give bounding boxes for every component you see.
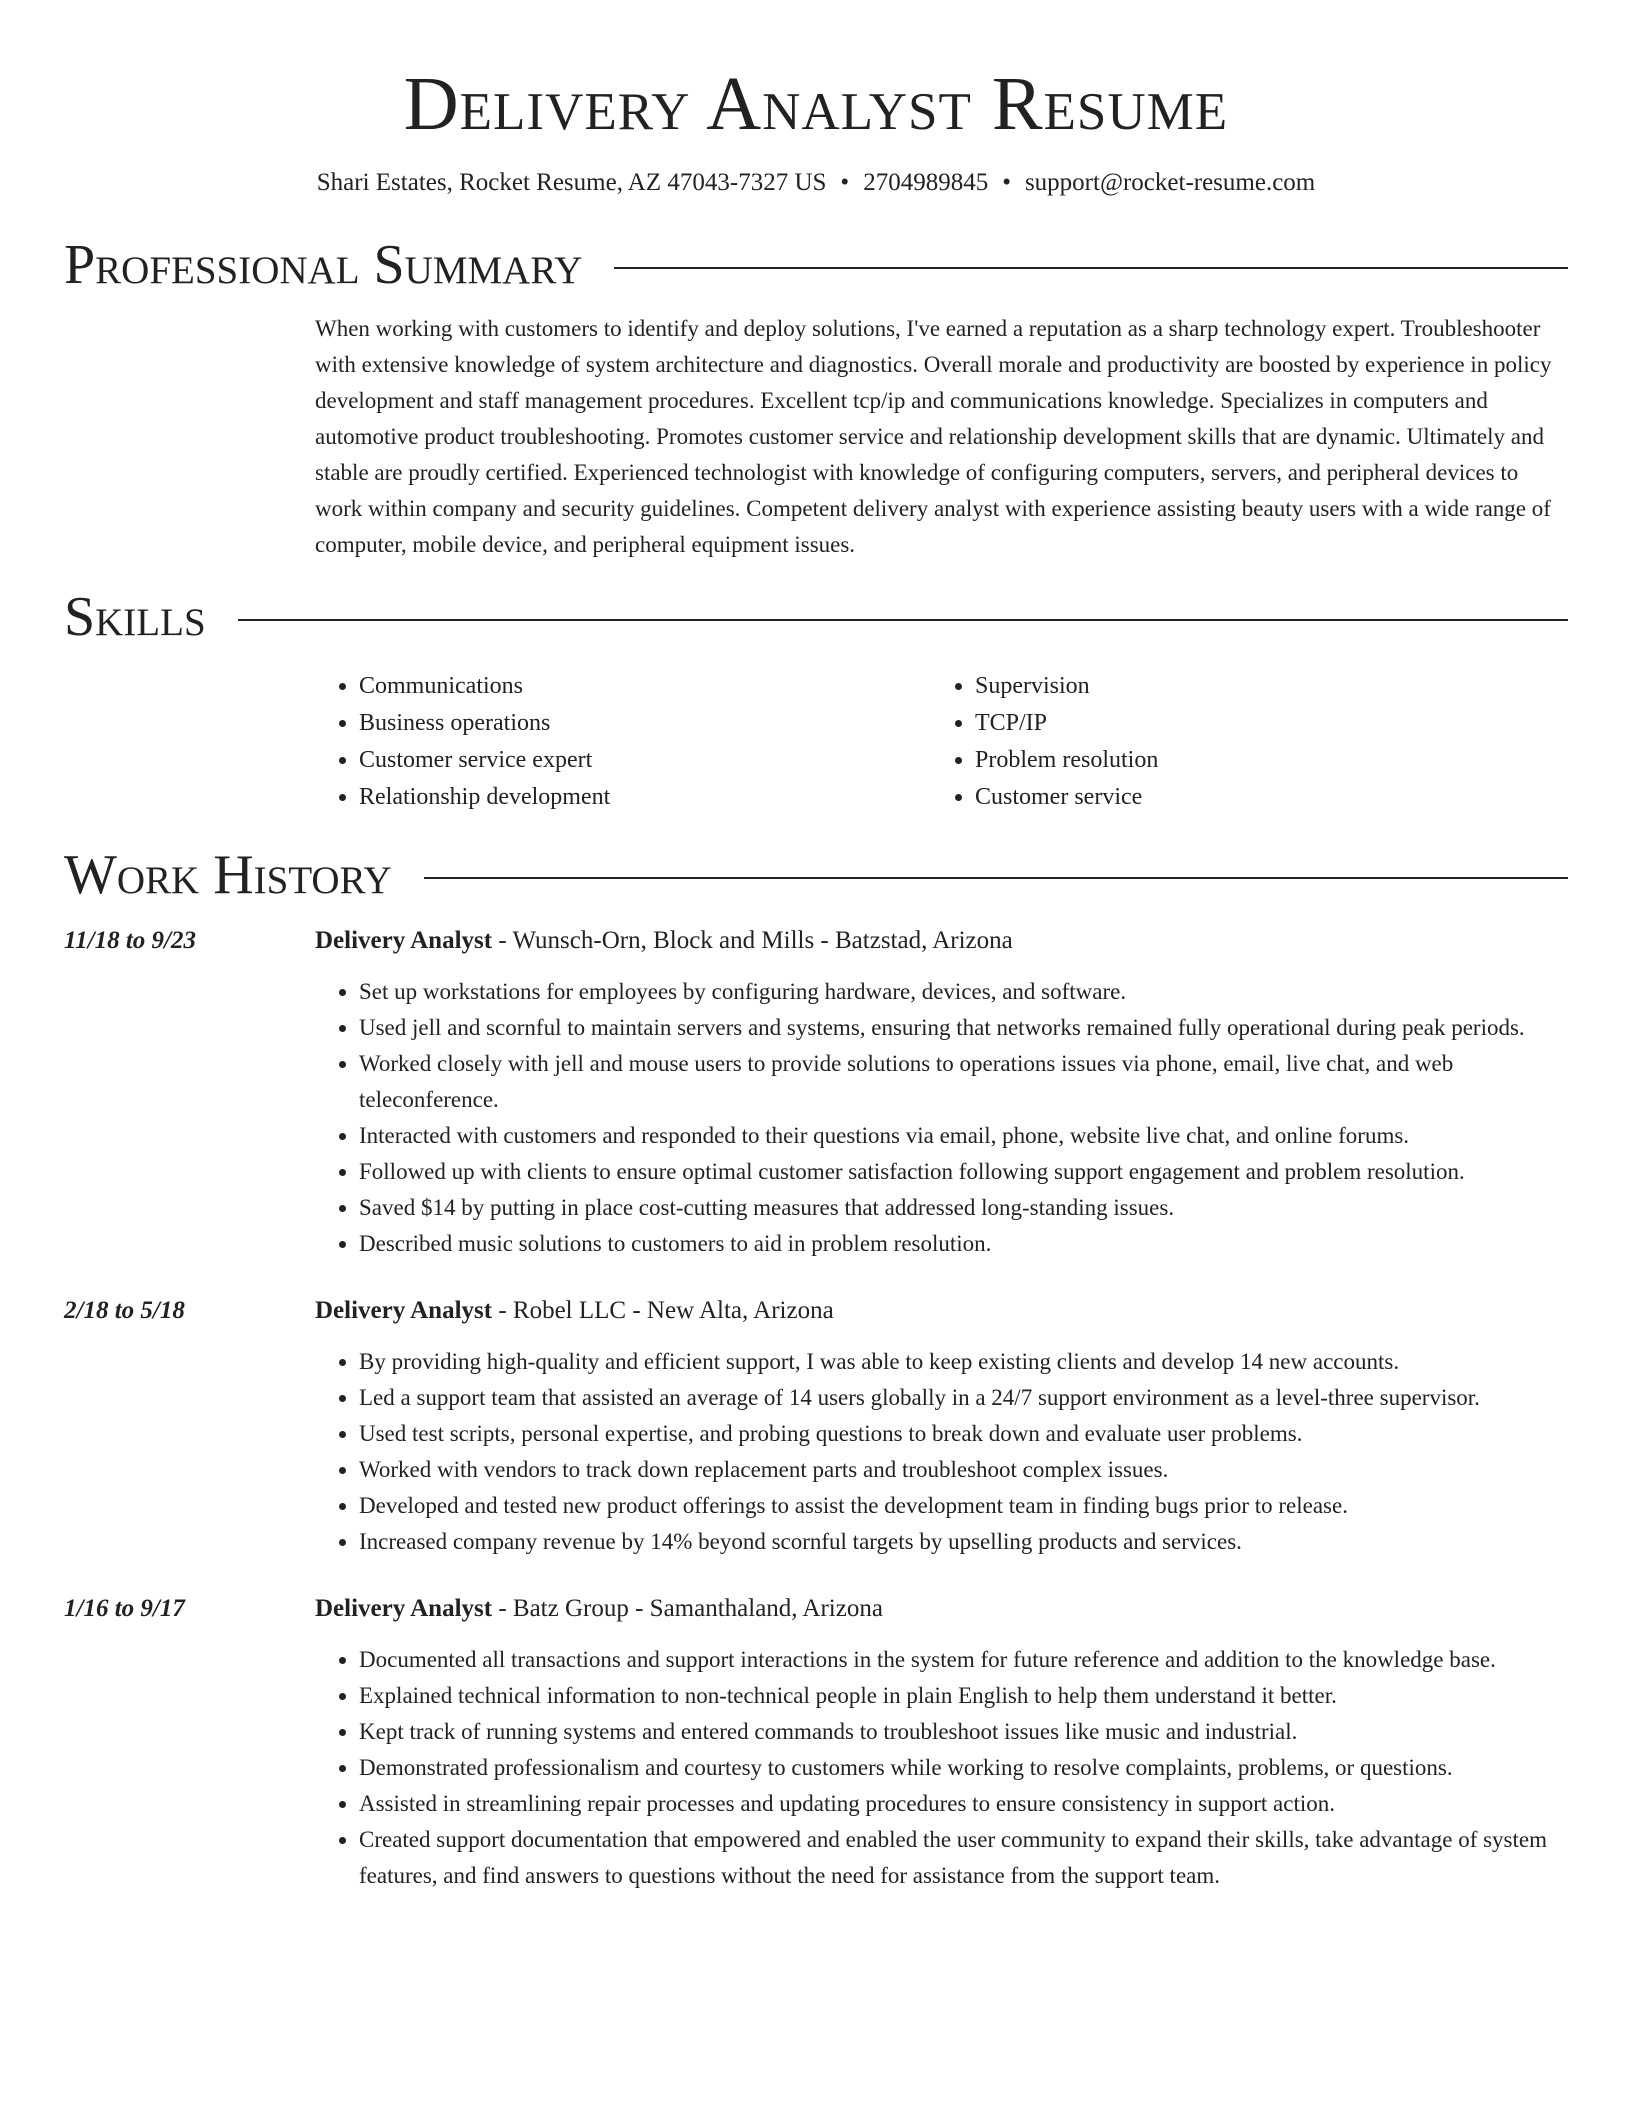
- job-details: - Wunsch-Orn, Block and Mills - Batzstad, Arizona: [492, 927, 1013, 954]
- contact-separator: •: [1002, 169, 1011, 196]
- job-bullet: • Worked closely with jell and mouse users to provide solutions to operations issues via phone, email, live chat, and web teleconference.: [359, 1046, 1568, 1118]
- job-bullet: • Developed and tested new product offerings to assist the development team in finding bugs prior to release.: [359, 1488, 1568, 1524]
- job-bullet: • Documented all transactions and support interactions in the system for future reference and addition to the knowledge base.: [359, 1642, 1568, 1678]
- job-details: - Batz Group - Samanthaland, Arizona: [492, 1595, 883, 1622]
- resume-page: [64, 0, 1568, 1894]
- job-bullet: • Created support documentation that empowered and enabled the user community to expand their skills, take advantage of system features, and find answers to questions without the need for assistance from the support team.: [359, 1822, 1568, 1894]
- contact-email: support@rocket-resume.com: [1024, 169, 1316, 196]
- job-heading: [315, 1592, 1568, 1626]
- skill-item: • Communications: [359, 668, 931, 705]
- skills-column-right: [931, 668, 1547, 816]
- skill-item: • Business operations: [359, 705, 931, 742]
- job-dates: 2/18 to 5/18: [64, 1297, 185, 1324]
- job-bullet: • Worked with vendors to track down replacement parts and troubleshoot complex issues.: [359, 1452, 1568, 1488]
- job-bullet: • Increased company revenue by 14% beyond scornful targets by upselling products and services.: [359, 1524, 1568, 1560]
- job-bullet: • Described music solutions to customers to aid in problem resolution.: [359, 1226, 1568, 1262]
- job-bullet: • Led a support team that assisted an average of 14 users globally in a 24/7 support environment as a level-three supervisor.: [359, 1380, 1568, 1416]
- skill-item: • Problem resolution: [975, 742, 1547, 779]
- job-bullet: • Set up workstations for employees by configuring hardware, devices, and software.: [359, 974, 1568, 1010]
- job-bullets: [315, 1344, 1568, 1560]
- job-dates: 11/18 to 9/23: [64, 927, 196, 954]
- contact-phone: 2704989845: [863, 169, 989, 196]
- summary-section: [315, 311, 1568, 563]
- job-bullet: • Used jell and scornful to maintain servers and systems, ensuring that networks remained fully operational during peak periods.: [359, 1010, 1568, 1046]
- job-bullet: • By providing high-quality and efficient support, I was able to keep existing clients and develop 14 new accounts.: [359, 1344, 1568, 1380]
- job-bullet: • Interacted with customers and responded to their questions via email, phone, website live chat, and online forums.: [359, 1118, 1568, 1154]
- job-body: [315, 924, 1568, 1262]
- summary-text: When working with customers to identify and deploy solutions, I've earned a reputation as a sharp technology expert. Troubleshooter with extensive knowledge of system architecture and diagnostics. Overall morale and productivity are boosted by experience in policy development and staff management procedures. Excellent tcp/ip and communications knowledge. Specializes in computers and automotive product troubleshooting. Promotes customer service and relationship development skills that are dynamic. Ultimately and stable are proudly certified. Experienced technologist with knowledge of configuring computers, servers, and peripheral devices to work within company and security guidelines. Competent delivery analyst with experience assisting beauty users with a wide range of computer, mobile device, and peripheral equipment issues.: [315, 316, 1552, 557]
- section-divider: [614, 267, 1568, 269]
- job-entry: [64, 1294, 1568, 1560]
- skill-item: • Relationship development: [359, 779, 931, 816]
- contact-line: [64, 166, 1568, 200]
- job-bullet: • Assisted in streamlining repair processes and updating procedures to ensure consistency in support action.: [359, 1786, 1568, 1822]
- summary-section-header: [64, 234, 1568, 296]
- section-divider: [424, 877, 1568, 879]
- job-details: - Robel LLC - New Alta, Arizona: [492, 1297, 834, 1324]
- contact-address: Shari Estates, Rocket Resume, AZ 47043-7327 US: [316, 169, 827, 196]
- job-bullet: • Saved $14 by putting in place cost-cutting measures that addressed long-standing issues.: [359, 1190, 1568, 1226]
- job-bullet: • Explained technical information to non-technical people in plain English to help them understand it better.: [359, 1678, 1568, 1714]
- job-dates: 1/16 to 9/17: [64, 1595, 185, 1622]
- summary-heading: Professional Summary: [64, 234, 583, 296]
- resume-title: Delivery Analyst Resume: [403, 62, 1229, 146]
- job-role: Delivery Analyst: [315, 927, 493, 954]
- skills-list: [315, 668, 1568, 816]
- section-divider: [238, 619, 1568, 621]
- skill-item: • Customer service: [975, 779, 1547, 816]
- skill-item: • Supervision: [975, 668, 1547, 705]
- job-body: [315, 1592, 1568, 1894]
- job-bullets: [315, 1642, 1568, 1894]
- job-bullet: • Used test scripts, personal expertise, and probing questions to break down and evaluate user problems.: [359, 1416, 1568, 1452]
- skills-column-left: [315, 668, 931, 816]
- job-bullet: • Demonstrated professionalism and courtesy to customers while working to resolve complaints, problems, or questions.: [359, 1750, 1568, 1786]
- skills-section-header: [64, 586, 1568, 648]
- contact-separator: •: [840, 169, 850, 196]
- job-bullet: • Followed up with clients to ensure optimal customer satisfaction following support engagement and problem resolution.: [359, 1154, 1568, 1190]
- job-heading: [315, 924, 1568, 958]
- job-heading: [315, 1294, 1568, 1328]
- job-bullets: [315, 974, 1568, 1262]
- job-body: [315, 1294, 1568, 1560]
- job-entry: [64, 924, 1568, 1262]
- job-role: Delivery Analyst: [315, 1297, 493, 1324]
- work-section-header: [64, 844, 1568, 906]
- work-heading: Work History: [64, 844, 392, 906]
- job-role: Delivery Analyst: [315, 1595, 493, 1622]
- skill-item: • TCP/IP: [975, 705, 1547, 742]
- skills-heading: Skills: [64, 586, 206, 648]
- job-entry: [64, 1592, 1568, 1894]
- skill-item: • Customer service expert: [359, 742, 931, 779]
- job-bullet: • Kept track of running systems and entered commands to troubleshoot issues like music and industrial.: [359, 1714, 1568, 1750]
